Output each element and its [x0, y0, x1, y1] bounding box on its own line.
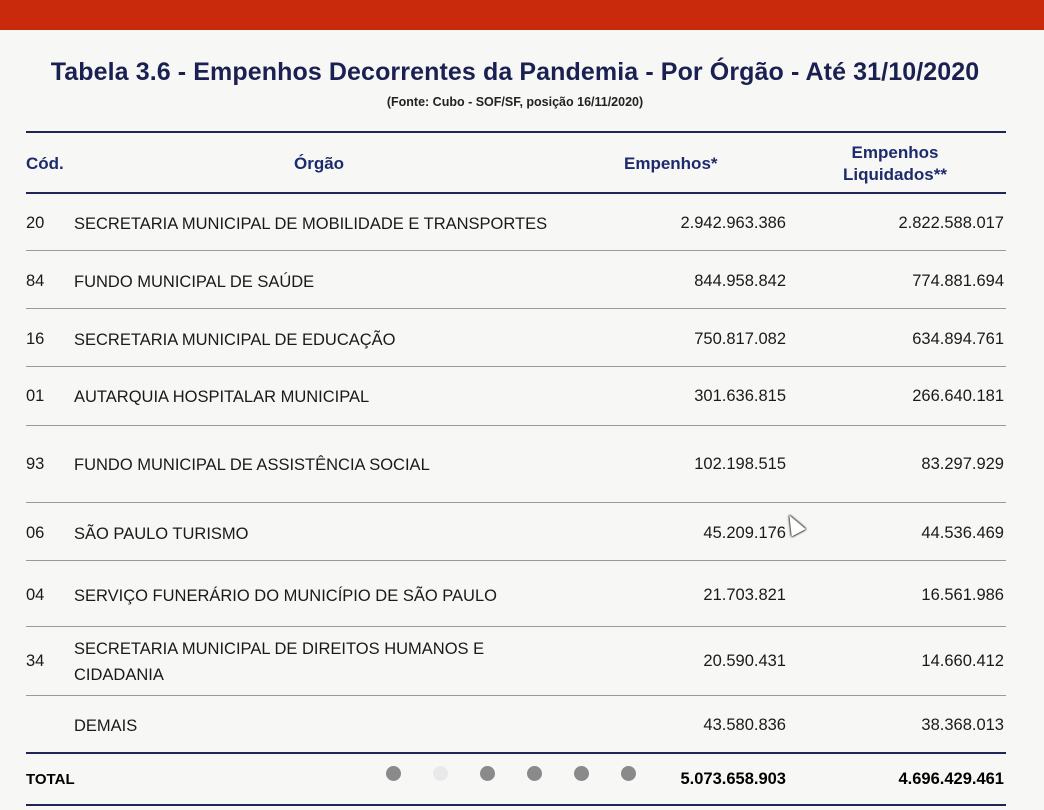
- row-divider: [26, 425, 1006, 426]
- row-cod: 01: [26, 387, 45, 405]
- row-orgao: SERVIÇO FUNERÁRIO DO MUNICÍPIO DE SÃO PAULO: [74, 587, 497, 605]
- total-label: TOTAL: [26, 771, 75, 788]
- row-liquidados: 774.881.694: [912, 272, 1004, 290]
- row-orgao: DEMAIS: [74, 717, 138, 735]
- pager-dot[interactable]: [386, 766, 401, 781]
- row-empenhos: 750.817.082: [694, 330, 786, 348]
- row-orgao: AUTARQUIA HOSPITALAR MUNICIPAL: [74, 388, 370, 406]
- row-empenhos: 21.703.821: [703, 586, 786, 604]
- header-liquidados-line1: Empenhos: [851, 143, 939, 162]
- row-divider: [26, 366, 1006, 367]
- row-orgao: FUNDO MUNICIPAL DE SAÚDE: [74, 273, 315, 291]
- row-cod: 16: [26, 330, 45, 348]
- header-liquidados-line2: Liquidados**: [843, 165, 947, 184]
- row-cod: 84: [26, 272, 45, 290]
- total-empenhos: 5.073.658.903: [680, 770, 786, 788]
- row-divider: [26, 250, 1006, 251]
- total-liquidados: 4.696.429.461: [898, 770, 1004, 788]
- total-bottom-rule: [26, 804, 1006, 806]
- row-divider: [26, 626, 1006, 627]
- slide-pager: [386, 766, 636, 781]
- row-cod: 20: [26, 214, 45, 232]
- header-bottom-rule: [26, 192, 1006, 194]
- table-title: Tabela 3.6 - Empenhos Decorrentes da Pandemia - Por Órgão - Até 31/10/2020: [50, 58, 980, 86]
- table-source: (Fonte: Cubo - SOF/SF, posição 16/11/2020): [386, 95, 644, 109]
- row-orgao: FUNDO MUNICIPAL DE ASSISTÊNCIA SOCIAL: [74, 456, 430, 474]
- pager-dot[interactable]: [480, 766, 495, 781]
- row-divider: [26, 308, 1006, 309]
- row-divider: [26, 502, 1006, 503]
- row-liquidados: 14.660.412: [921, 652, 1004, 670]
- row-liquidados: 266.640.181: [912, 387, 1004, 405]
- row-orgao: SECRETARIA MUNICIPAL DE DIREITOS HUMANOS E CIDADANIA: [74, 640, 485, 684]
- row-orgao: SECRETARIA MUNICIPAL DE EDUCAÇÃO: [74, 331, 396, 349]
- row-liquidados: 634.894.761: [912, 330, 1004, 348]
- row-cod: 34: [26, 652, 45, 670]
- total-top-rule: [26, 752, 1006, 754]
- header-liquidados: [830, 142, 960, 186]
- pager-dot[interactable]: [527, 766, 542, 781]
- top-accent-bar: [0, 0, 1044, 30]
- row-empenhos: 2.942.963.386: [680, 214, 786, 232]
- row-liquidados: 83.297.929: [921, 455, 1004, 473]
- pager-dot[interactable]: [433, 766, 448, 781]
- row-liquidados: 2.822.588.017: [898, 214, 1004, 232]
- row-empenhos: 43.580.836: [703, 716, 786, 734]
- row-empenhos: 301.636.815: [694, 387, 786, 405]
- row-empenhos: 45.209.176: [703, 524, 786, 542]
- pager-dot[interactable]: [574, 766, 589, 781]
- row-orgao: SECRETARIA MUNICIPAL DE MOBILIDADE E TRANSPORTES: [74, 215, 548, 233]
- row-divider: [26, 560, 1006, 561]
- row-empenhos: 844.958.842: [694, 272, 786, 290]
- row-divider: [26, 695, 1006, 696]
- row-liquidados: 44.536.469: [921, 524, 1004, 542]
- header-cod: Cód.: [26, 154, 64, 173]
- row-liquidados: 16.561.986: [921, 586, 1004, 604]
- row-cod: 06: [26, 524, 45, 542]
- header-empenhos: Empenhos*: [624, 154, 718, 173]
- row-liquidados: 38.368.013: [921, 716, 1004, 734]
- row-orgao: SÃO PAULO TURISMO: [74, 525, 249, 543]
- pager-dot[interactable]: [621, 766, 636, 781]
- row-empenhos: 20.590.431: [703, 652, 786, 670]
- row-empenhos: 102.198.515: [694, 455, 786, 473]
- row-cod: 93: [26, 455, 45, 473]
- header-orgao: Órgão: [294, 154, 345, 173]
- row-cod: 04: [26, 586, 45, 604]
- header-top-rule: [26, 131, 1006, 133]
